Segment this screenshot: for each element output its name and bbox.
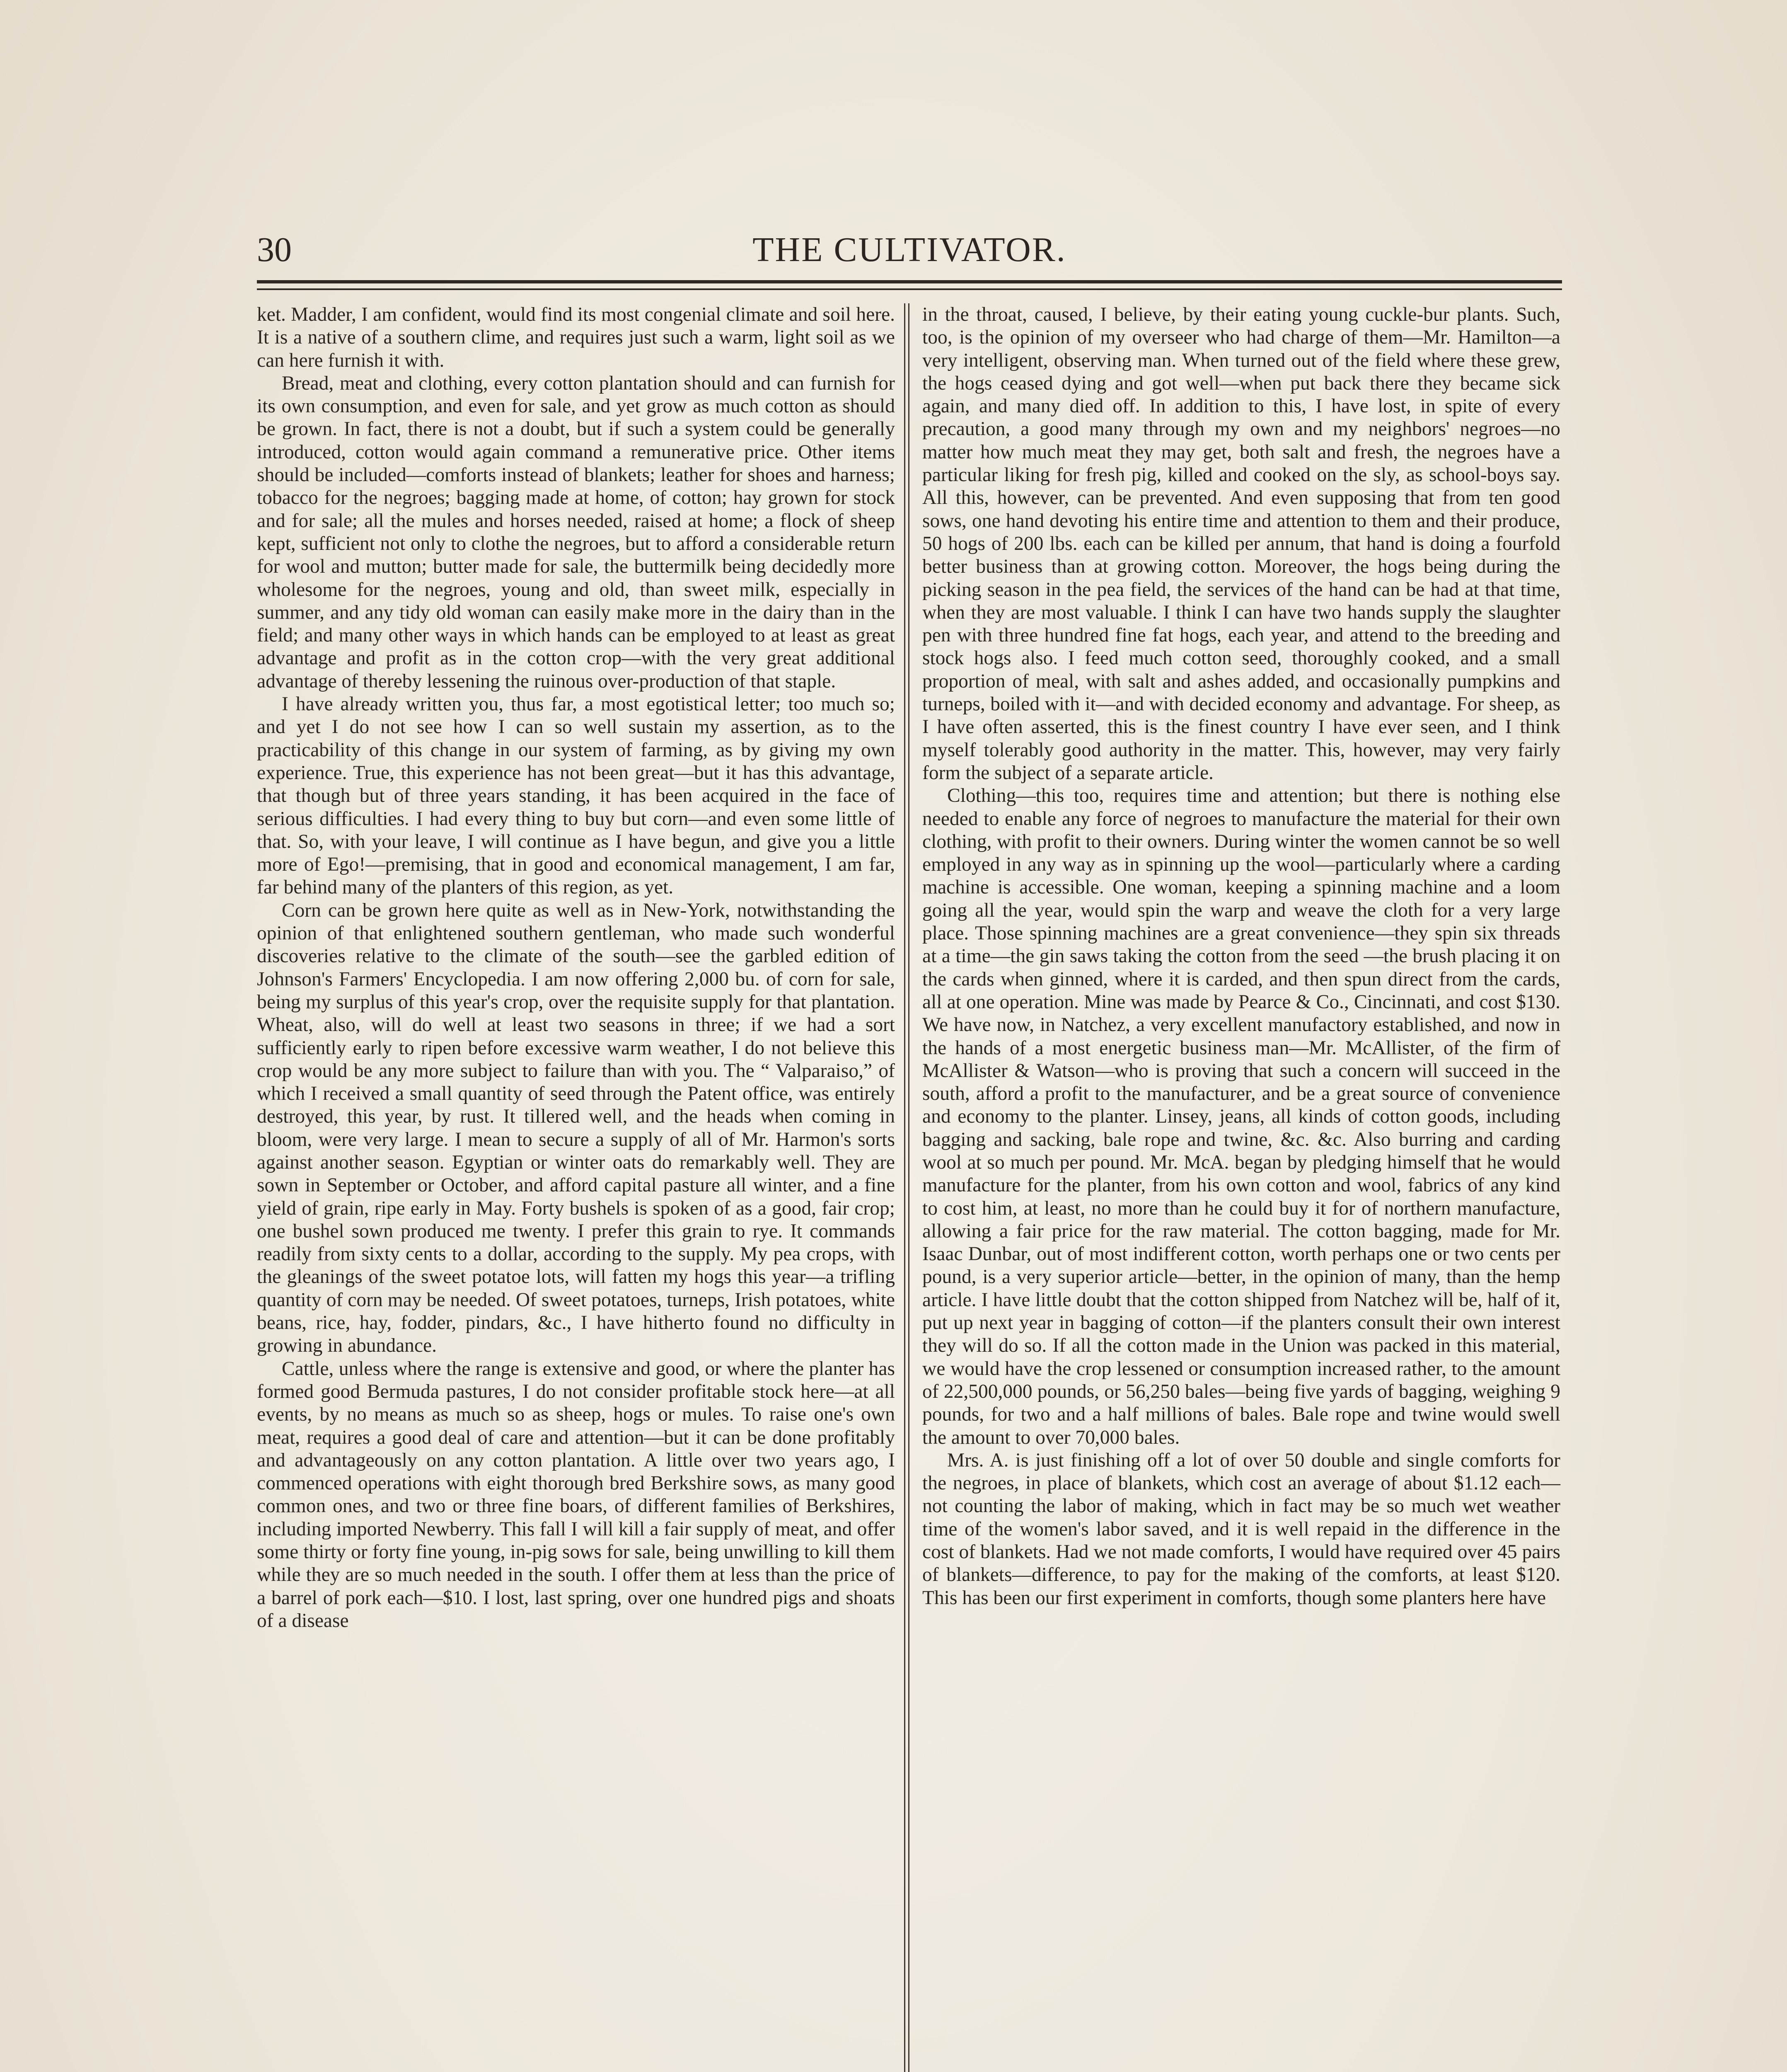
right-paragraph-1: in the throat, caused, I believe, by their eating young cuckle-bur plants. Such, too, is the opinion of my overseer who had charge of them—Mr. Hamilton—a very intelligent, observing man. When turned out of the field where these grew, the hogs ceased dying and got well—when put back there they became sick again, and many died off. In addition to this, I have lost, in spite of every precaution, a good many through my own and my neighbors' negroes—no matter how much meat they may get, both salt and fresh, the negroes have a particular liking for fresh pig, killed and cooked on the sly, as school-boys say. All this, however, can be prevented. And even supposing that from ten good sows, one hand devoting his entire time and attention to them and their produce, 50 hogs of 200 lbs. each can be killed per annum, that hand is doing a fourfold better business than at growing cotton. Moreover, the hogs being during the picking season in the pea field, the services of the hand can be had at that time, when they are most valuable. I think I can have two hands supply the slaughter pen with three hundred fine fat hogs, each year, and attend to the breeding and stock hogs also. I feed much cotton seed, thoroughly cooked, and a small proportion of meal, with salt and ashes added, and occasionally pumpkins and turneps, boiled with it—and with decided economy and advantage. For sheep, as I have often asserted, this is the finest country I have ever seen, and I think myself tolerably good authority in the matter. This, however, may very fairly form the subject of a separate article.: [922, 304, 1560, 784]
left-column: [257, 303, 895, 1632]
right-paragraph-2: Clothing—this too, requires time and attention; but there is nothing else needed to enable any force of negroes to manufacture the material for their own clothing, with profit to their owners. During winter the women cannot be so well employed in any way as in spinning up the wool—particularly where a carding machine is accessible. One woman, keeping a spinning machine and a loom going all the year, would spin the warp and weave the cloth for a very large place. Those spinning machines are a great convenience—they spin six threads at a time—the gin saws taking the cotton from the seed —the brush placing it on the cards when ginned, where it is carded, and then spun direct from the cards, all at one operation. Mine was made by Pearce & Co., Cincinnati, and cost $130. We have now, in Natchez, a very excellent manufactory established, and now in the hands of a most energetic business man—Mr. McAllister, of the firm of McAllister & Watson—who is proving that such a concern will succeed in the south, afford a profit to the manufacturer, and be a great source of convenience and economy to the planter. Linsey, jeans, all kinds of cotton goods, including bagging and sacking, bale rope and twine, &c. &c. Also burring and carding wool at so much per pound. Mr. McA. began by pledging himself that he would manufacture for the planter, from his own cotton and wool, fabrics of any kind to cost him, at least, no more than he could buy it for of northern manufacture, allowing a fair price for the raw material. The cotton bagging, made for Mr. Isaac Dunbar, out of most indifferent cotton, worth perhaps one or two cents per pound, is a very superior article—better, in the opinion of many, than the hemp article. I have little doubt that the cotton shipped from Natchez will be, half of it, put up next year in bagging of cotton—if the planters consult their own interest they will do so. If all the cotton made in the Union was packed in this material, we would have the crop lessened or consumption increased rather, to the amount of 22,500,000 pounds, or 56,250 bales—being five yards of bagging, weighing 9 pounds, for two and a half millions of bales. Bale rope and twine would swell the amount to over 70,000 bales.: [922, 785, 1560, 1448]
column-divider-right: [908, 303, 909, 2072]
column-divider-left: [904, 303, 905, 2072]
page-number: 30: [257, 230, 292, 269]
left-paragraph-2: Bread, meat and clothing, every cotton plantation should and can furnish for its own consumption, and even for sale, and yet grow as much cotton as should be grown. In fact, there is not a doubt, but if such a system could be generally introduced, cotton would again command a remunerative price. Other items should be included—comforts instead of blankets; leather for shoes and harness; tobacco for the negroes; bagging made at home, of cotton; hay grown for stock and for sale; all the mules and horses needed, raised at home; a flock of sheep kept, sufficient not only to clothe the negroes, but to afford a considerable return for wool and mutton; butter made for sale, the buttermilk being decidedly more wholesome for the negroes, young and old, than sweet milk, especially in summer, and any tidy old woman can easily make more in the dairy than in the field; and many other ways in which hands can be employed to at least as great advantage and profit as in the cotton crop—with the very great additional advantage of thereby lessening the ruinous over-production of that staple.: [257, 372, 895, 692]
journal-title: THE CULTIVATOR.: [752, 230, 1066, 269]
header-rule-thick: [257, 280, 1562, 283]
right-paragraph-3: Mrs. A. is just finishing off a lot of over 50 double and single comforts for the negroes, in place of blankets, which cost an average of about $1.12 each—not counting the labor of making, which in fact may be so much wet weather time of the women's labor saved, and it is well repaid in the difference in the cost of blankets. Had we not made comforts, I would have required over 45 pairs of blankets—difference, to pay for the making of the comforts, at least $120. This has been our first experiment in comforts, though some planters here have: [922, 1449, 1560, 1609]
left-paragraph-1: ket. Madder, I am confident, would find its most congenial climate and soil here. It is a native of a southern clime, and requires just such a warm, light soil as we can here furnish it with.: [257, 304, 895, 371]
page-header: [257, 227, 1562, 273]
header-rule-thin: [257, 288, 1562, 290]
right-column: [922, 303, 1560, 1610]
left-paragraph-3: I have already written you, thus far, a most egotistical letter; too much so; and yet I do not see how I can so well sustain my assertion, as to the practicability of this change in our system of farming, as by giving my own experience. True, this experience has not been great—but it has this advantage, that though but of three years standing, it has been acquired in the face of serious difficulties. I had every thing to buy but corn—and even some little of that. So, with your leave, I will continue as I have begun, and give you a little more of Ego!—premising, that in good and economical management, I am far, far behind many of the planters of this region, as yet.: [257, 693, 895, 898]
left-paragraph-4: Corn can be grown here quite as well as in New-York, notwithstanding the opinion of that enlightened southern gentleman, who made such wonderful discoveries relative to the climate of the south—see the garbled edition of Johnson's Farmers' Encyclopedia. I am now offering 2,000 bu. of corn for sale, being my surplus of this year's crop, over the requisite supply for that plantation. Wheat, also, will do well at least two seasons in three; if we had a sort sufficiently early to ripen before excessive warm weather, I do not believe this crop would be any more subject to failure than with you. The “ Valparaiso,” of which I received a small quantity of seed through the Patent office, was entirely destroyed, this year, by rust. It tillered well, and the heads when coming in bloom, were very large. I mean to secure a supply of all of Mr. Harmon's sorts against another season. Egyptian or winter oats do remarkably well. They are sown in September or October, and afford capital pasture all winter, and a fine yield of grain, ripe early in May. Forty bushels is spoken of as a good, fair crop; one bushel sown produced me twenty. I prefer this grain to rye. It commands readily from sixty cents to a dollar, according to the supply. My pea crops, with the gleanings of the sweet potatoe lots, will fatten my hogs this year—a trifling quantity of corn may be needed. Of sweet potatoes, turneps, Irish potatoes, white beans, rice, hay, fodder, pindars, &c., I have hitherto found no difficulty in growing in abundance.: [257, 899, 895, 1357]
left-paragraph-5: Cattle, unless where the range is extensive and good, or where the planter has formed good Bermuda pastures, I do not consider profitable stock here—at all events, by no means as much so as sheep, hogs or mules. To raise one's own meat, requires a good deal of care and attention—but it can be done profitably and advantageously on any cotton plantation. A little over two years ago, I commenced operations with eight thorough bred Berkshire sows, as many good common ones, and two or three fine boars, of different families of Berkshires, including imported Newberry. This fall I will kill a fair supply of meat, and offer some thirty or forty fine young, in-pig sows for sale, being unwilling to kill them while they are so much needed in the south. I offer them at less than the price of a barrel of pork each—$10. I lost, last spring, over one hundred pigs and shoats of a disease: [257, 1358, 895, 1631]
